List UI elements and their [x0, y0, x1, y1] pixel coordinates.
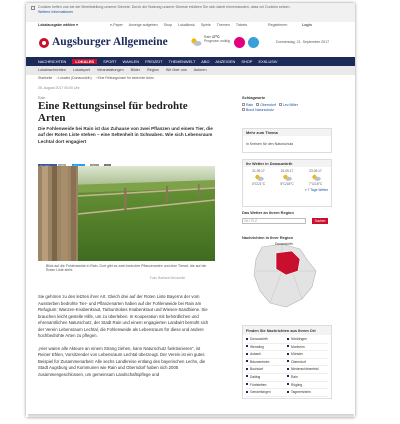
nav-item-wahlen[interactable]: WAHLEN: [122, 59, 140, 64]
weather-temp: 17°C: [211, 35, 220, 39]
places-title: Finden Sie Nachrichten aus Ihrem Ort: [243, 326, 331, 335]
weather-note: Prognose: wolkig: [204, 39, 230, 44]
article-photo[interactable]: [38, 166, 215, 261]
nav-item-themenwelt[interactable]: THEMENWELT: [168, 59, 196, 64]
weather-search-row: [242, 216, 332, 227]
cookie-more-link[interactable]: Weitere Informationen: [38, 9, 74, 14]
sun-cloud-icon: [190, 37, 202, 47]
toplink-shop[interactable]: Shop: [163, 23, 172, 27]
main-navigation: [26, 57, 355, 66]
subnav-item-bilder[interactable]: Bilder: [130, 68, 141, 72]
checkbox-icon: [242, 103, 245, 106]
place-link[interactable]: Rain: [287, 374, 328, 382]
weather-search-box: [242, 210, 332, 227]
forecast-day: 23.09.17 7°C/16°C: [308, 169, 323, 186]
page-shadow: [28, 414, 354, 420]
photo-credit: Foto: Barbara Wunschke: [150, 276, 186, 280]
sub-navigation: [26, 66, 355, 75]
toplink-spiele[interactable]: Spiele: [200, 23, 211, 27]
toplink-anzeige[interactable]: Anzeige aufgeben: [128, 23, 158, 27]
forecast-day: 21.09.17 4°C/21°C: [251, 169, 266, 186]
place-link[interactable]: Fünfstetten: [246, 382, 287, 390]
site-logo[interactable]: Augsburger Allgemeine: [52, 36, 168, 48]
toplink-epaper[interactable]: e-Paper: [110, 23, 123, 27]
article-teaser: Die Fohlenweide bei Rain ist das Zuhause von zwei Pflanzen und einem Tier, die auf der Roten Liste stehen – eine Seltenheit in Schwaben. Wie sich Lebensraum Lechtal dort engagiert: [38, 126, 213, 144]
place-link[interactable]: Buchdorf: [246, 366, 287, 374]
place-link[interactable]: Oberndorf: [287, 359, 328, 367]
keyword-tag[interactable]: Lev Miller: [279, 103, 298, 108]
header-weather[interactable]: [204, 35, 230, 43]
places-box: [242, 325, 332, 399]
keywords-box: [242, 94, 332, 122]
related-topics-box: [242, 128, 332, 153]
checkbox-icon: [279, 103, 282, 106]
checkbox-icon: [256, 103, 259, 106]
weather-search-button[interactable]: Suchen: [312, 218, 328, 224]
related-topic-link[interactable]: In Kreisen für den Naturschutz: [246, 142, 294, 146]
keyword-tag[interactable]: Rain: [242, 103, 253, 108]
nav-item-sport[interactable]: SPORT: [103, 59, 117, 64]
sun-cloud-icon: [311, 174, 321, 181]
subnav-item-wir-ueber-uns[interactable]: Wir über uns: [165, 68, 187, 72]
region-map-title: Nachrichten in Ihrer Region: [242, 235, 294, 240]
current-date: Donnerstag, 21. September 2017: [276, 40, 330, 44]
keyword-tag[interactable]: Oberndorf: [256, 103, 276, 108]
weather-box: [242, 159, 332, 207]
region-map-box: [242, 234, 332, 318]
masthead: [26, 29, 355, 57]
edition-select[interactable]: Lokalausgabe wählen ▾: [38, 23, 78, 27]
nav-item-shop[interactable]: SHOP: [241, 59, 253, 64]
toplink-themen[interactable]: Themen: [216, 23, 230, 27]
nav-item-nachrichten[interactable]: NACHRICHTEN: [38, 59, 67, 64]
related-topics-title: Mehr zum Thema: [243, 129, 331, 136]
article-paragraph: „Hier waren alle Akteure an einem Strang ziehen, kann Naturschutz funktionieren“, ist Reiner Ehlen, Vorsitzender von Lebensraum Lechtal überzeugt. Der Verein ist ein gutes Beispiel für Zusammenarbeit: Alle sechs Landkreise entlang des bayerischen Lechs, die Stadt Augsburg und Kommunen wie Rain und Oberndorf haben sich 2005 zusammengeschlossen, um gemeinsam Landschaftspflege und: [38, 345, 206, 377]
place-link[interactable]: Daiting: [246, 374, 287, 382]
breadcrumb-item: Eine Rettungsinsel für bedrohte Arten: [97, 76, 155, 80]
article-date: 25. August 2017 00:00 Uhr: [38, 86, 80, 90]
article-paragraph: Sie gehören zu den letzten ihrer Art. Gleich drei auf der Roten Liste Bayerns der vom Aussterben bedrohte Tier- und Pflanzenarten haben auf der Fohlenweide bei Rain am Refugium: Wanzen-Knabenkraut, Tarbuntrobes Knabenkraut und Wiesen-Sandbiene. Sie brauchen leicht gestelle Hilfe, um zu überleben. In Kooperation mit behördlichen und ehrenamtlichen Naturschutz, der Stadt Rain und einem engagierten Landwirt bemüht sich der Verein Lebensraum Lechtal, die Fohlenweide als Lebensraum für diese und andere hochbedrohte Arten zu pflegen.: [38, 294, 209, 338]
place-link[interactable]: Münster: [287, 351, 328, 359]
subnav-item-region[interactable]: Region: [147, 68, 159, 72]
cookie-text: Cookies helfen uns bei der Bereitstellung unserer Dienste. Durch die Nutzung unserer Dienste erklären Sie sich damit einverstanden, dass wir Cookies setzen.: [38, 5, 291, 9]
nav-item-anzeigen[interactable]: ANZEIGEN: [215, 59, 236, 64]
weather-search-title: Das Wetter an Ihrem Region: [242, 210, 294, 215]
checkbox-icon: [242, 108, 245, 111]
seven-day-weather-link[interactable]: » 7 Tage Wetter: [304, 188, 328, 192]
toplink-lokalkiosk[interactable]: Lokalkiosk: [178, 23, 195, 27]
place-link[interactable]: Tagmersheim: [287, 389, 328, 397]
nav-item-exklusiv[interactable]: EXKLUSIV: [258, 59, 278, 64]
place-link[interactable]: Nördlingen: [287, 336, 328, 344]
nav-item-lokales[interactable]: LOKALES: [72, 59, 97, 64]
keywords-list: [242, 101, 332, 115]
breadcrumb-item[interactable]: Lokales (Donauwörth): [58, 76, 92, 80]
article-headline: Eine Rettungsinsel für bedrohte Arten: [38, 100, 188, 124]
weather-search-input[interactable]: Ort / PLZ: [242, 218, 306, 224]
subnav-item-lokalnachrichten[interactable]: Lokalnachrichten: [38, 68, 66, 72]
place-link[interactable]: Asbach: [246, 351, 287, 359]
login-link[interactable]: Login: [302, 23, 312, 27]
article-kicker: Rain: [38, 96, 46, 100]
register-link[interactable]: Registrieren: [268, 23, 288, 27]
nav-item-freizeit[interactable]: FREIZEIT: [145, 59, 163, 64]
place-link[interactable]: Donauwörth: [246, 336, 287, 344]
service-bar: [26, 22, 355, 29]
weather-forecast: [243, 167, 331, 188]
map-label: Donauwörth: [275, 242, 293, 246]
app-badge-icon[interactable]: [248, 37, 259, 48]
weather-city: Rain: [204, 35, 211, 39]
cookie-banner: [26, 3, 355, 22]
keywords-title: Schlagworte: [242, 95, 266, 100]
subnav-item-veranstaltungen[interactable]: Veranstaltungen: [96, 68, 124, 72]
region-map[interactable]: [242, 241, 332, 315]
keyword-tag[interactable]: Bund Naturschutz: [242, 108, 274, 113]
share-bar: [38, 155, 112, 162]
place-link[interactable]: Genderkingen: [246, 389, 287, 397]
place-link[interactable]: Bäumenheim: [246, 359, 287, 367]
photo-caption: Blick auf die Fohlenweide in Rain. Dort gibt es zwei bedrohte Pflanzenarten und eine Tierart, die auf der Roten Liste steht.: [46, 264, 207, 273]
toplink-tickets[interactable]: Tickets: [235, 23, 248, 27]
place-link[interactable]: Niederschönenfeld: [287, 366, 328, 374]
places-list: [243, 335, 331, 398]
article-body: [38, 294, 214, 384]
subnav-item-autoren[interactable]: Autoren: [193, 68, 207, 72]
breadcrumb-item[interactable]: Startseite: [38, 76, 53, 80]
promo-badge-icon[interactable]: [234, 37, 245, 48]
sun-cloud-icon: [282, 174, 292, 181]
subnav-item-lokalsport[interactable]: Lokalsport: [72, 68, 90, 72]
place-link[interactable]: Rögling: [287, 382, 328, 390]
breadcrumb: Startseite › Lokales (Donauwörth) › Eine Rettungsinsel für bedrohte Arten: [38, 76, 155, 80]
place-link[interactable]: Wemding: [246, 344, 287, 352]
place-link[interactable]: Monheim: [287, 344, 328, 352]
nav-item-abo[interactable]: ABO: [201, 59, 210, 64]
sun-cloud-icon: [254, 174, 264, 181]
browser-page: [26, 3, 355, 417]
weather-box-title: Ihr Wetter in Donauwörth: [243, 160, 331, 167]
forecast-day: 22.09.17 5°C/18°C: [280, 169, 294, 186]
cookie-checkbox[interactable]: [31, 6, 35, 10]
logo-icon[interactable]: [39, 38, 49, 48]
